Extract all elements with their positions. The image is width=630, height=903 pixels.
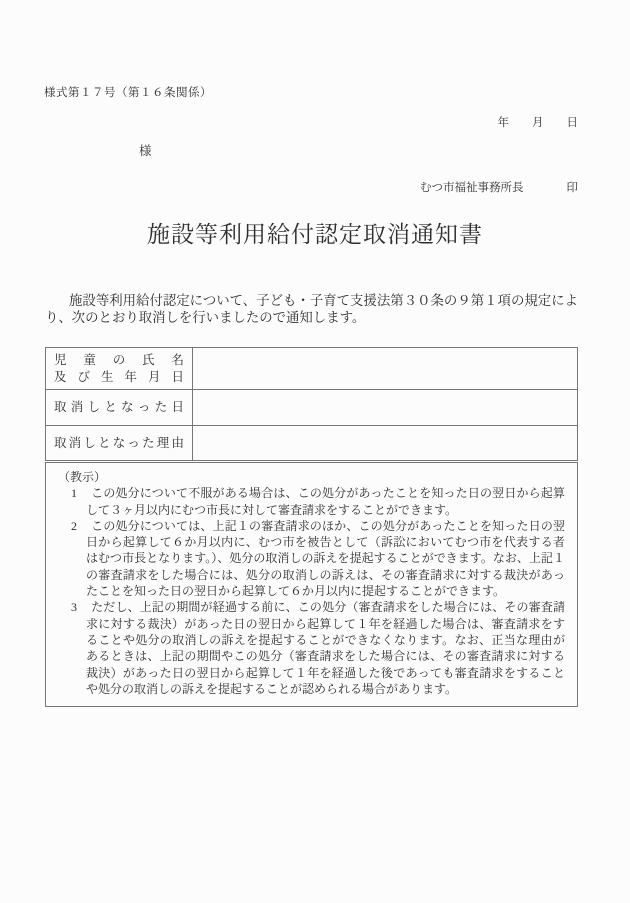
cancellation-table — [45, 347, 578, 461]
row-label-child-name: 児童の氏名 及び生年月日 — [46, 348, 193, 390]
date-line: 年 月 日 — [497, 117, 578, 129]
instruction-item-1-text: この処分について不服がある場合は、この処分があったことを知った日の翌日から起算して３ヶ月以内にむつ市長に対して審査請求をすることができます。 — [86, 486, 565, 517]
document-title: 施設等利用給付認定取消通知書 — [147, 222, 483, 247]
issuer-line — [420, 179, 578, 195]
instruction-item-3-number: 3 — [71, 600, 77, 615]
table-row-cancellation-reason — [46, 426, 578, 461]
instruction-item-2 — [58, 518, 565, 599]
form-number: 様式第１７号（第１６条関係） — [44, 87, 212, 99]
body-paragraph: 施設等利用給付認定について、子ども・子育て支援法第３０条の９第１項の規定により、次のとおり取消しを行いましたので通知します。 — [45, 293, 578, 325]
instruction-item-2-text: この処分については、上記１の審査請求のほか、この処分があったことを知った日の翌日から起算して６か月以内に、むつ市を被告として（訴訟においてむつ市を代表する者はむつ市長となります。）、処分の取消しの訴えを提起することができます。なお、上記１の審査請求をした場合には、処分の取消しの訴えは、その審査請求に対する裁決があったことを知った日の翌日から起算して６か月以内に提起することができます。 — [86, 518, 565, 599]
table-row-cancellation-date — [46, 390, 578, 426]
row-value-cancellation-reason — [193, 426, 578, 461]
row-value-cancellation-date — [193, 390, 578, 426]
instruction-item-3 — [58, 599, 565, 697]
instructions-box — [45, 462, 578, 707]
row-label-cancellation-date: 取消しとなった日 — [46, 390, 193, 426]
instruction-item-3-text: ただし、上記の期間が経過する前に、この処分（審査請求をした場合には、その審査請求に対する裁決）があった日の翌日から起算して１年を経過した場合は、審査請求をすることや処分の取消しの訴えを提起することができなくなります。なお、正当な理由があるときは、上記の期間やこの処分（審査請求をした場合には、その審査請求に対する裁決）があった日の翌日から起算して１年を経過した後であっても審査請求をすることや処分の取消しの訴えを提起することが認められる場合があります。 — [86, 600, 565, 696]
instructions-heading: （教示） — [58, 470, 107, 484]
instruction-item-1-number: 1 — [71, 486, 77, 501]
table-row-child-name — [46, 348, 578, 390]
instruction-item-2-number: 2 — [71, 518, 77, 533]
row-label-cancellation-reason: 取消しとなった理由 — [46, 426, 193, 461]
addressee-honorific: 様 — [139, 144, 152, 158]
issuer-name: むつ市福祉事務所長 — [420, 182, 524, 194]
seal-mark: 印 — [566, 182, 578, 194]
instruction-item-1 — [58, 485, 565, 518]
row-value-child-name — [193, 348, 578, 390]
